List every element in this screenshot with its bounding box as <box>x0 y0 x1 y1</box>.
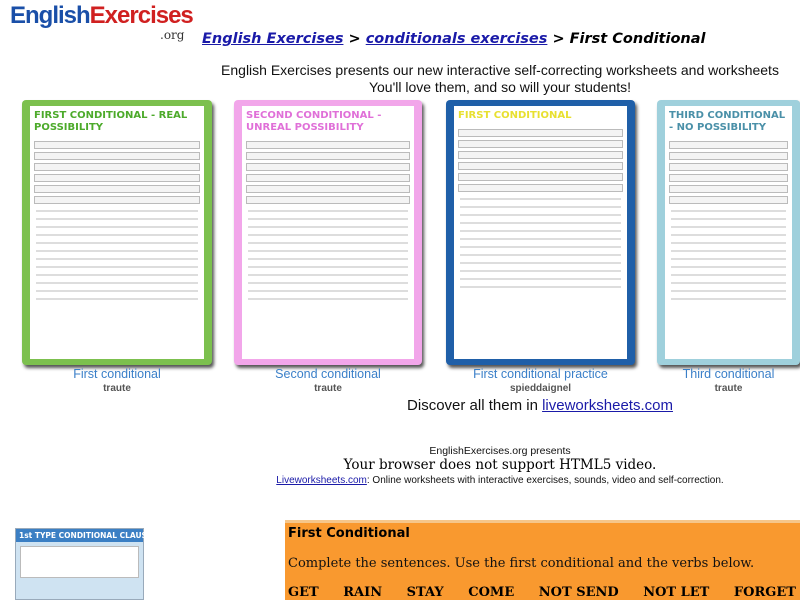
liveworksheets-link[interactable]: liveworksheets.com <box>542 397 673 414</box>
worksheet-author: traute <box>314 383 342 394</box>
preview-line <box>36 226 198 228</box>
side-image-title: 1st TYPE CONDITIONAL CLAUSES <box>16 529 143 542</box>
preview-row <box>246 141 410 149</box>
worksheet-preview <box>665 106 792 359</box>
preview-line <box>36 290 198 292</box>
preview-row <box>669 163 788 171</box>
discover-text <box>340 397 740 414</box>
preview-line <box>248 266 408 268</box>
thumbnail-title: FIRST CONDITIONAL <box>458 110 572 121</box>
breadcrumb-current: First Conditional <box>569 31 706 47</box>
preview-line <box>36 234 198 236</box>
preview-row <box>458 129 623 137</box>
side-image-content <box>20 546 139 578</box>
preview-line <box>671 266 786 268</box>
worksheet-preview <box>242 106 414 359</box>
preview-line <box>36 242 198 244</box>
preview-line <box>671 250 786 252</box>
intro-line-1: English Exercises presents our new interactive self-correcting worksheets and worksheets <box>221 62 779 78</box>
breadcrumb-home-link[interactable]: English Exercises <box>202 31 344 47</box>
preview-row <box>458 184 623 192</box>
preview-line <box>671 210 786 212</box>
conditional-clauses-image[interactable] <box>15 528 158 600</box>
preview-row <box>458 173 623 181</box>
preview-line <box>460 238 621 240</box>
preview-row <box>34 152 200 160</box>
breadcrumb-separator: > <box>547 31 570 47</box>
preview-line <box>248 258 408 260</box>
preview-line <box>460 278 621 280</box>
exercise-panel <box>285 520 800 600</box>
preview-row <box>34 196 200 204</box>
preview-line <box>248 282 408 284</box>
video-presents: EnglishExercises.org presents <box>429 445 571 457</box>
preview-row <box>34 163 200 171</box>
preview-line <box>36 258 198 260</box>
preview-line <box>460 222 621 224</box>
preview-line <box>248 234 408 236</box>
preview-row <box>246 163 410 171</box>
preview-line <box>248 210 408 212</box>
verb-item: NOT SEND <box>538 585 619 600</box>
preview-line <box>671 282 786 284</box>
worksheet-preview <box>30 106 204 359</box>
preview-line <box>671 234 786 236</box>
worksheet-caption <box>446 367 635 395</box>
preview-line <box>36 266 198 268</box>
preview-row <box>34 141 200 149</box>
preview-row <box>458 140 623 148</box>
thumbnail-title: THIRD CONDITIONAL - NO POSSIBILITY <box>669 110 786 133</box>
preview-line <box>36 218 198 220</box>
preview-row <box>458 162 623 170</box>
preview-row <box>246 196 410 204</box>
preview-line <box>671 274 786 276</box>
preview-line <box>36 274 198 276</box>
worksheet-thumbnail[interactable] <box>234 100 422 365</box>
verb-item: RAIN <box>343 585 383 600</box>
video-description: : Online worksheets with interactive exercises, sounds, video and self-correction. <box>366 475 724 486</box>
video-fallback-text: Your browser does not support HTML5 video. <box>343 457 657 473</box>
preview-line <box>36 282 198 284</box>
preview-line <box>671 258 786 260</box>
preview-line <box>671 298 786 300</box>
worksheet-author: spieddaignel <box>509 383 572 394</box>
preview-line <box>460 206 621 208</box>
preview-row <box>669 152 788 160</box>
preview-row <box>34 174 200 182</box>
worksheet-thumbnail[interactable] <box>22 100 212 365</box>
worksheet-caption <box>234 367 422 395</box>
intro-line-2: You'll love them, and so will your students! <box>368 79 632 95</box>
logo-org: .org <box>160 28 185 42</box>
preview-row <box>669 174 788 182</box>
logo-text-2: Exercises <box>89 2 193 29</box>
preview-line <box>460 214 621 216</box>
preview-line <box>248 218 408 220</box>
preview-row <box>246 185 410 193</box>
exercise-instruction: Complete the sentences. Use the first conditional and the verbs below. <box>288 556 755 571</box>
preview-row <box>458 151 623 159</box>
breadcrumb <box>202 31 706 47</box>
preview-line <box>248 298 408 300</box>
preview-line <box>248 290 408 292</box>
worksheet-caption <box>657 367 800 395</box>
verb-list <box>288 585 796 600</box>
preview-row <box>246 174 410 182</box>
verb-item: GET <box>288 585 319 600</box>
worksheet-caption <box>22 367 212 395</box>
preview-line <box>671 290 786 292</box>
preview-line <box>460 286 621 288</box>
logo-text-1: English <box>10 2 90 29</box>
preview-row <box>34 185 200 193</box>
breadcrumb-section-link[interactable]: conditionals exercises <box>365 31 548 47</box>
verb-item: STAY <box>406 585 444 600</box>
preview-row <box>669 141 788 149</box>
site-logo[interactable] <box>10 2 195 46</box>
thumbnail-title: SECOND CONDITIONAL - UNREAL POSSIBILITY <box>246 110 382 133</box>
preview-line <box>248 250 408 252</box>
preview-line <box>671 242 786 244</box>
preview-line <box>460 230 621 232</box>
video-block <box>200 445 800 486</box>
preview-line <box>248 242 408 244</box>
worksheet-preview <box>454 106 627 359</box>
preview-line <box>248 274 408 276</box>
preview-line <box>671 226 786 228</box>
preview-line <box>248 226 408 228</box>
verb-item: FORGET <box>733 585 796 600</box>
preview-row <box>246 152 410 160</box>
worksheet-thumbnail[interactable] <box>657 100 800 365</box>
preview-row <box>669 196 788 204</box>
verb-item: NOT LET <box>643 585 710 600</box>
intro-text <box>200 62 800 96</box>
preview-row <box>669 185 788 193</box>
discover-label: Discover all them in <box>407 397 543 414</box>
preview-line <box>460 198 621 200</box>
liveworksheets-footer-link[interactable]: Liveworksheets.com <box>276 475 367 486</box>
preview-line <box>460 254 621 256</box>
preview-line <box>460 246 621 248</box>
preview-line <box>460 262 621 264</box>
preview-line <box>36 298 198 300</box>
preview-line <box>460 270 621 272</box>
worksheet-thumbnail[interactable] <box>446 100 635 365</box>
exercise-title: First Conditional <box>288 526 410 541</box>
worksheet-title-link[interactable]: First conditional <box>73 367 161 381</box>
worksheet-title-link[interactable]: Second conditional <box>275 367 381 381</box>
preview-line <box>671 218 786 220</box>
worksheet-author: traute <box>103 383 131 394</box>
thumbnail-title: FIRST CONDITIONAL - REAL POSSIBILITY <box>34 110 188 133</box>
preview-line <box>36 250 198 252</box>
preview-line <box>36 210 198 212</box>
verb-item: COME <box>468 585 515 600</box>
worksheet-title-link[interactable]: Third conditional <box>682 367 775 381</box>
breadcrumb-separator: > <box>343 31 366 47</box>
worksheet-author: traute <box>714 383 743 394</box>
worksheet-title-link[interactable]: First conditional practice <box>473 367 608 381</box>
